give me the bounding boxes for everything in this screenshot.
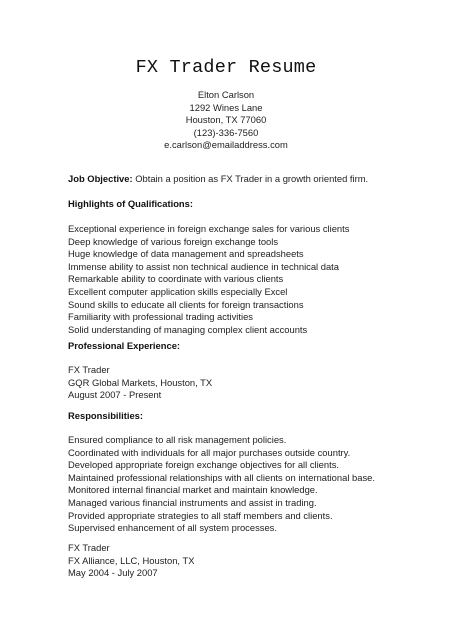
list-item: Deep knowledge of various foreign exchange tools [68,235,279,247]
list-item: Solid understanding of managing complex client accounts [68,323,308,335]
job-company: GQR Global Markets, Houston, TX [68,376,213,388]
job-company: FX Alliance, LLC, Houston, TX [68,554,195,566]
contact-block [0,89,452,152]
list-item: Managed various financial instruments and assist in trading. [68,496,317,508]
job-dates: August 2007 - Present [68,389,162,401]
responsibilities-heading: Responsibilities: [68,410,144,421]
qualifications-heading: Highlights of Qualifications: [68,198,193,209]
responsibilities-list [68,434,375,535]
job-objective-label: Job Objective: [68,173,133,184]
list-item: Developed appropriate foreign exchange objectives for all clients. [68,459,339,471]
contact-street: 1292 Wines Lane [189,101,263,113]
qualifications-list [68,223,349,336]
resume-title: FX Trader Resume [135,57,317,78]
job-title: FX Trader [68,364,110,375]
job-1 [68,364,212,402]
list-item: Excellent computer application skills especially Excel [68,285,288,297]
job-2 [68,542,194,580]
job-objective-text: Obtain a position as FX Trader in a growth oriented firm. [135,173,369,184]
list-item: Monitored internal financial market and maintain knowledge. [68,484,318,496]
list-item: Ensured compliance to all risk management policies. [68,434,287,445]
contact-city: Houston, TX 77060 [185,114,267,126]
list-item: Remarkable ability to coordinate with various clients [68,273,284,285]
list-item: Provided appropriate strategies to all staff members and clients. [68,509,333,521]
job-dates: May 2004 - July 2007 [68,567,158,579]
job-objective [68,173,368,184]
contact-email: e.carlson@emailaddress.com [164,139,288,151]
list-item: Familiarity with professional trading activities [68,311,253,323]
contact-phone: (123)-336-7560 [193,126,259,138]
experience-heading: Professional Experience: [68,340,181,351]
list-item: Supervised enhancement of all system processes. [68,522,277,534]
list-item: Exceptional experience in foreign exchange sales for various clients [68,223,350,234]
list-item: Immense ability to assist non technical audience in technical data [68,260,339,272]
list-item: Maintained professional relationships with all clients on international base. [68,471,375,483]
list-item: Sound skills to educate all clients for foreign transactions [68,298,304,310]
job-title: FX Trader [68,542,110,553]
list-item: Huge knowledge of data management and spreadsheets [68,248,304,260]
contact-name: Elton Carlson [197,89,255,100]
list-item: Coordinated with individuals for all major purchases outside country. [68,446,351,458]
